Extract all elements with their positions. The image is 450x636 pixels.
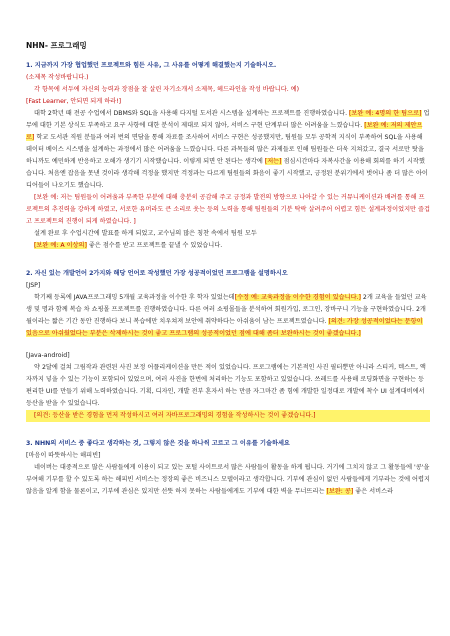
question-2-heading: 2. 자신 있는 개발언어 2가지와 해당 언어로 작성했던 가장 성공적이었던 프로그램을 설명하시오	[26, 270, 288, 277]
jsp-paragraph	[26, 292, 430, 340]
android-note: [의견: 등산을 받은 경험을 먼저 작성하시고 여러 자바프로그래밍의 경험을 작성하시는 것이 좋겠습니다.]	[26, 410, 430, 422]
highlight-note: [수정 예: 교육과정을 이수한 경험이 있습니다.]	[234, 294, 361, 301]
text-run: 좋은 서비스라	[353, 488, 394, 495]
question-1-heading: 1. 지금까지 가장 협업했던 프로젝트와 힘든 사유, 그 사유를 어떻게 해결했는지 기술하시오.	[26, 62, 277, 69]
question-1-paragraph-3: 설계 완료 후 수업시간에 발표를 하게 되었고, 교수님의 많은 칭찬 속에서 팀원 모두	[34, 230, 257, 237]
text-run: 점심시간마다 자복사간을 이용해 회의를 하기 시작했습니다. 처음엔 잡음을 못낸 것이라 생각해 걱정을 했지만 걱정과는 다르게 팀원들의 화음이 좋기 시작했고, 긍정된 분위기에서 벗어나 좀 더 많은 아이디어들이 나오기도 했습니다.	[26, 158, 428, 189]
text-run: 2개 교육을 들었던 교육생 및 명과 함께 복습 차 쇼핑몰 프로젝트를 진행하였습니다. 다른 여러 쇼핑몰들을 분석하여 회원가입, 로그인, 장바구니 기능을 구현하였습니다. 2개월이라는 짧은 기간 동안 진행하다 보니 복습에만 치우쳐져 보안에 취약하다는 아쉬움이 남는 프로젝트였습니다.	[26, 294, 427, 325]
question-1-example: [Fast Learner, 안되면 되게 하라!]	[26, 98, 122, 105]
highlight-note: [보완 예: 4명의 한 팀으로]	[349, 110, 422, 117]
highlight-note: [보완: 콩]	[326, 488, 354, 495]
document-title: NHN- 프로그래밍	[26, 41, 87, 50]
question-3-paragraph	[26, 462, 430, 498]
highlight-note: [저는]	[264, 158, 282, 165]
text-run: 학기째 등록에 JAVA프로그래밍 5개월 교육과정을 이수한 후 학자 있었는데	[34, 294, 235, 301]
highlight-note: [보완 예: 저의 제안으로]	[26, 122, 423, 141]
text-run: 학교 도서관 직원 분들과 여러 번의 면담을 통해 자료를 조사하여 서비스 구현은 성공했지만, 팀원들 모두 공학적 지식이 부족하여 SQL을 사용해 데이터 베이스 시스템을 설계하는 과정에서 많은 어려움을 느꼈습니다. 다른 과목들의 많은 과제들로 인해 팀원들은 더욱 지쳐갔고, 결국 서로만 탓을 하니까도 예민하게 반응하고 오해가 생기기 시작했습니다. 이렇게 되면 안 된다는 생각에	[26, 134, 424, 165]
text-run: 좋은 점수를 받고 프로젝트를 끝낼 수 있었습니다.	[86, 242, 223, 249]
question-1-paragraph-2: [보완 예: 저는 팀원들이 어려움과 부족한 부분에 대해 충분히 공감해 주고 긍정과 발전의 방향으로 나아갈 수 있는 커뮤니케이션과 배려를 통해 프로젝트의 추진력을 강하게 하였고, 서로한 유머라도 큰 소리로 웃는 등의 노력을 통해 팀원들의 기분 탁락 살려주어 어렵고 힘든 설계과정이었지만 즐겁고 프로젝트의 진행이 되게 하였습니다. ]	[26, 194, 430, 225]
document-body	[26, 60, 430, 498]
highlight-note: [보완 예: A 이상의]	[34, 242, 87, 249]
question-1-subtitle: (소제목 작성바랍니다.)	[26, 74, 89, 81]
highlight-note: [의견: 가장 성공적이었다는 문항이 있음으로 아쉬웠었다는 부분은 삭제하시는 것이 좋고 프로그램의 성공적이었던 점에 대해 좀더 보완하시는 것이 좋겠습니다.]	[26, 318, 423, 337]
android-paragraph: 약 2달에 걸쳐 그림작과 관련된 사진 보정 어플리케이션을 만든 적이 있었습니다. 프로그램에는 기본적인 사진 필터뿐만 아니라 스티커, 텍스트, 액자까지 넣을 수 있는 기능이 포함되어 있었으며, 여러 사진을 한번에 처리하는 기능도 포함하고 있었습니다. 쓰레드를 사용해 로딩화면을 구현하는 등 편리한 UI를 만들기 위해 노력하였습니다. 기획, 디자인, 개발 전부 혼자서 하는 만큼 자그마간 좀 힘에 개발한 일정대로 개발에 착수 UI 설계대비에서 등산을 받을 수 있었습니다.	[26, 364, 426, 407]
android-tag: [Java-android]	[26, 352, 70, 359]
text-run: 네이버는 대중적으로 많은 사람들에게 이용이 되고 있는 포털 사이트로서 많은 사람들이 활동을 하게 됩니다. 거기에 그치지 않고 그 활동들에 '콩'을 부여해 기부를 할 수 있도록 하는 해피빈 서비스는 정장의 좋은 비즈니스 모델이라고 생각합니다. 기부에 관심이 없던 사람들에게 기부라는 것에 어렵지 않음을 알게 함을 물론이고, 기부에 관심은 있지만 선뜻 하지 못하는 사람들에게도 기부에 대한 벽을 무너뜨리는	[26, 464, 430, 495]
question-3-heading: 3. NHN의 서비스 중 좋다고 생각하는 것, 그렇지 않은 것을 하나씩 고르고 그 이유를 기술하세요	[26, 440, 290, 447]
text-run: 업무에 대한 기본 상식도 부족하고 요구 사항에 대한 분석이 제대로 되지 않아, 서비스 구현 단계부터 많은 어려움을 느꼈습니다.	[26, 110, 430, 129]
happybean-tag: [마음이 따뜻하시는 해피빈]	[26, 452, 101, 459]
question-1-guide: 각 항목에 서두에 자신의 능력과 장점을 잘 살린 자기소개서 소제목, 헤드라인을 작성 바랍니다. 예)	[34, 86, 300, 93]
question-1-paragraph-4	[26, 240, 430, 252]
question-1-paragraph-1	[26, 108, 430, 192]
jsp-tag: [JSP]	[26, 282, 41, 289]
text-run: 대학 2학년 때 전공 수업에서 DBMS와 SQL을 사용해 다지털 도서관 시스템을 설계하는 프로젝트를 진행하였습니다.	[34, 110, 349, 117]
